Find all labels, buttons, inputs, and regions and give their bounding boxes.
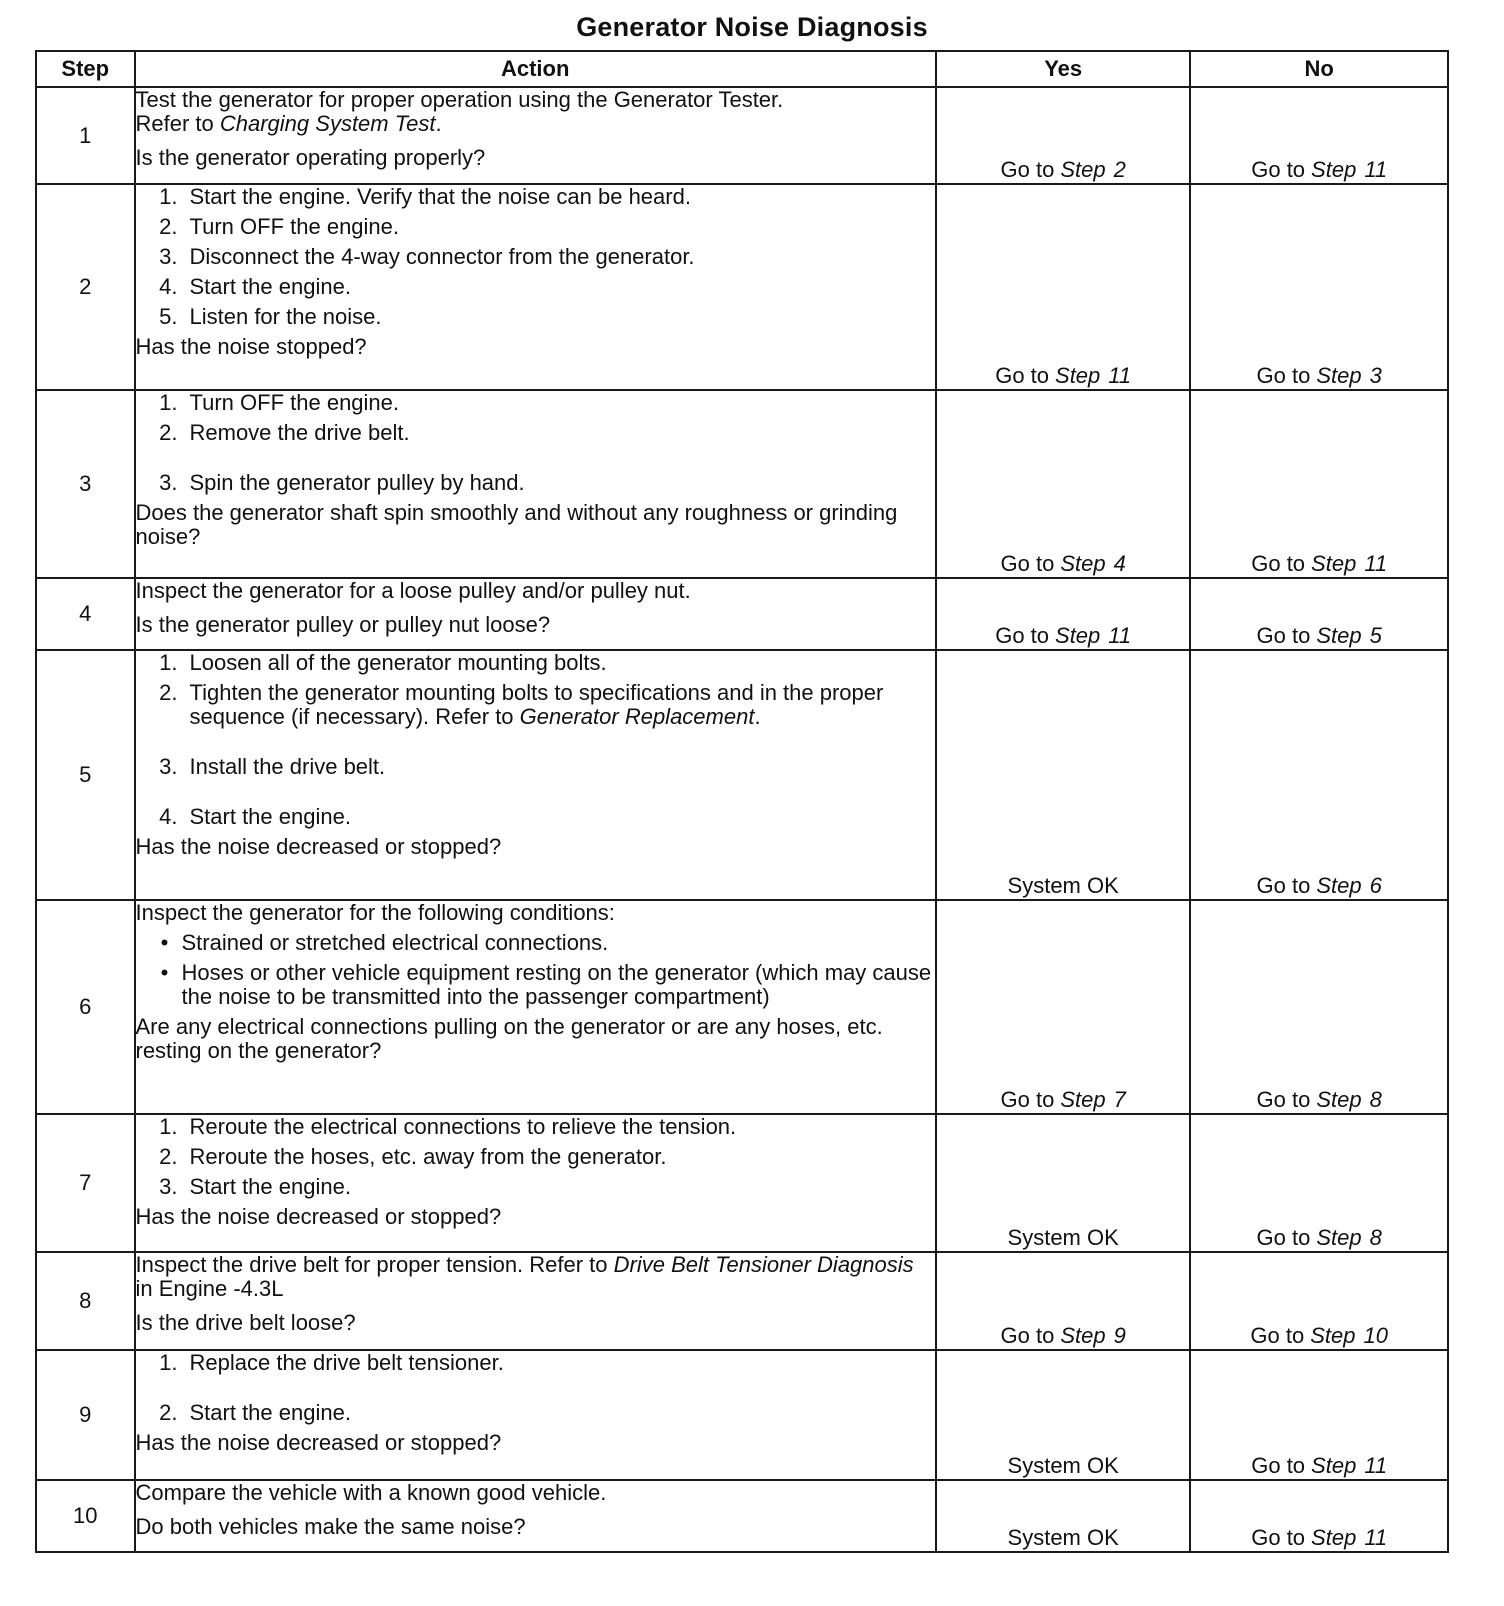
step-number: 9 [36, 1350, 135, 1480]
yes-cell: System OK [936, 1114, 1190, 1252]
action-text: Inspect the generator for the following conditions: [135, 900, 615, 925]
list-item: 1. Loosen all of the generator mounting bolts. [159, 650, 607, 675]
list-item: 3. Start the engine. [159, 1174, 351, 1199]
step-number: 8 [36, 1252, 135, 1350]
header-no: No [1190, 51, 1448, 87]
table-row [36, 578, 1448, 650]
page-title: Generator Noise Diagnosis [576, 12, 928, 42]
step-number: 6 [36, 900, 135, 1114]
no-cell: Go to Step 3 [1190, 184, 1448, 390]
header-yes: Yes [936, 51, 1190, 87]
yes-cell: Go to Step 7 [936, 900, 1190, 1114]
step-number: 1 [36, 87, 135, 184]
table-header-row [36, 51, 1448, 87]
action-question: Has the noise decreased or stopped? [135, 1430, 502, 1455]
action-question: Has the noise decreased or stopped? [135, 834, 502, 859]
list-item: • Hoses or other vehicle equipment resting on the generator (which may cause the noise to be transmitted into the passenger compartment) [160, 960, 932, 1009]
action-cell [135, 1114, 936, 1252]
yes-cell: Go to Step 11 [936, 184, 1190, 390]
table-row [36, 1114, 1448, 1252]
list-item: 3. Disconnect the 4-way connector from the generator. [159, 244, 695, 269]
yes-cell: System OK [936, 1350, 1190, 1480]
action-cell [135, 87, 936, 184]
list-item: 2. Turn OFF the engine. [159, 214, 400, 239]
action-question: Has the noise decreased or stopped? [135, 1204, 502, 1229]
no-cell: Go to Step 6 [1190, 650, 1448, 900]
list-item: 4. Start the engine. [159, 804, 351, 829]
action-text: Inspect the generator for a loose pulley and/or pulley nut. [135, 578, 691, 603]
action-cell [135, 1350, 936, 1480]
no-cell: Go to Step 11 [1190, 1480, 1448, 1552]
list-item: 2. Remove the drive belt. [159, 420, 410, 445]
table-row [36, 1480, 1448, 1552]
list-item: 2. Tighten the generator mounting bolts to specifications and in the proper sequence (if necessary). Refer to Generator Replacement. [159, 680, 884, 729]
list-item: 2. Reroute the hoses, etc. away from the generator. [159, 1144, 667, 1169]
action-question: Has the noise stopped? [135, 334, 367, 359]
action-text: Test the generator for proper operation using the Generator Tester. [135, 87, 784, 112]
list-item: 1. Replace the drive belt tensioner. [159, 1350, 504, 1375]
step-number: 4 [36, 578, 135, 650]
list-item: 3. Install the drive belt. [159, 754, 386, 779]
step-number: 5 [36, 650, 135, 900]
step-number: 3 [36, 390, 135, 578]
no-cell: Go to Step 10 [1190, 1252, 1448, 1350]
action-text: Compare the vehicle with a known good vehicle. [135, 1480, 607, 1505]
list-item: 5. Listen for the noise. [159, 304, 382, 329]
action-text: Inspect the drive belt for proper tension. Refer to Drive Belt Tensioner Diagnosis in Engine -4.3L [135, 1252, 914, 1301]
action-cell [135, 650, 936, 900]
header-step: Step [36, 51, 135, 87]
action-cell [135, 1252, 936, 1350]
step-number: 10 [36, 1480, 135, 1552]
reference-link: Generator Replacement [519, 704, 755, 729]
step-number: 2 [36, 184, 135, 390]
table-row [36, 1252, 1448, 1350]
reference-link: Charging System Test [219, 111, 436, 136]
reference-link: Drive Belt Tensioner Diagnosis [613, 1252, 914, 1277]
no-cell: Go to Step 5 [1190, 578, 1448, 650]
action-text: Refer to Charging System Test. [135, 111, 442, 136]
table-row [36, 1350, 1448, 1480]
no-cell: Go to Step 11 [1190, 1350, 1448, 1480]
header-action: Action [135, 51, 936, 87]
list-item: 1. Turn OFF the engine. [159, 390, 400, 415]
diagnosis-table [35, 50, 1449, 1553]
action-question: Is the generator operating properly? [135, 145, 486, 170]
table-row [36, 650, 1448, 900]
yes-cell: Go to Step 2 [936, 87, 1190, 184]
action-cell [135, 578, 936, 650]
yes-cell: Go to Step 9 [936, 1252, 1190, 1350]
action-cell [135, 900, 936, 1114]
table-row [36, 184, 1448, 390]
action-question: Is the drive belt loose? [135, 1310, 356, 1335]
table-row [36, 390, 1448, 578]
no-cell: Go to Step 8 [1190, 1114, 1448, 1252]
action-question: Do both vehicles make the same noise? [135, 1514, 526, 1539]
list-item: 4. Start the engine. [159, 274, 351, 299]
no-cell: Go to Step 8 [1190, 900, 1448, 1114]
list-item: 2. Start the engine. [159, 1400, 351, 1425]
action-question: Is the generator pulley or pulley nut loose? [135, 612, 551, 637]
list-item: 3. Spin the generator pulley by hand. [159, 470, 525, 495]
yes-cell: Go to Step 4 [936, 390, 1190, 578]
table-row [36, 87, 1448, 184]
list-item: • Strained or stretched electrical connections. [160, 930, 609, 955]
yes-cell: System OK [936, 650, 1190, 900]
action-cell [135, 184, 936, 390]
step-number: 7 [36, 1114, 135, 1252]
yes-cell: System OK [936, 1480, 1190, 1552]
list-item: 1. Start the engine. Verify that the noise can be heard. [159, 184, 691, 209]
yes-cell: Go to Step 11 [936, 578, 1190, 650]
action-question: Are any electrical connections pulling on the generator or are any hoses, etc. resting on the generator? [135, 1014, 883, 1063]
no-cell: Go to Step 11 [1190, 87, 1448, 184]
table-row [36, 900, 1448, 1114]
list-item: 1. Reroute the electrical connections to relieve the tension. [159, 1114, 737, 1139]
no-cell: Go to Step 11 [1190, 390, 1448, 578]
action-question: Does the generator shaft spin smoothly and without any roughness or grinding noise? [135, 500, 898, 549]
action-cell [135, 1480, 936, 1552]
action-cell [135, 390, 936, 578]
